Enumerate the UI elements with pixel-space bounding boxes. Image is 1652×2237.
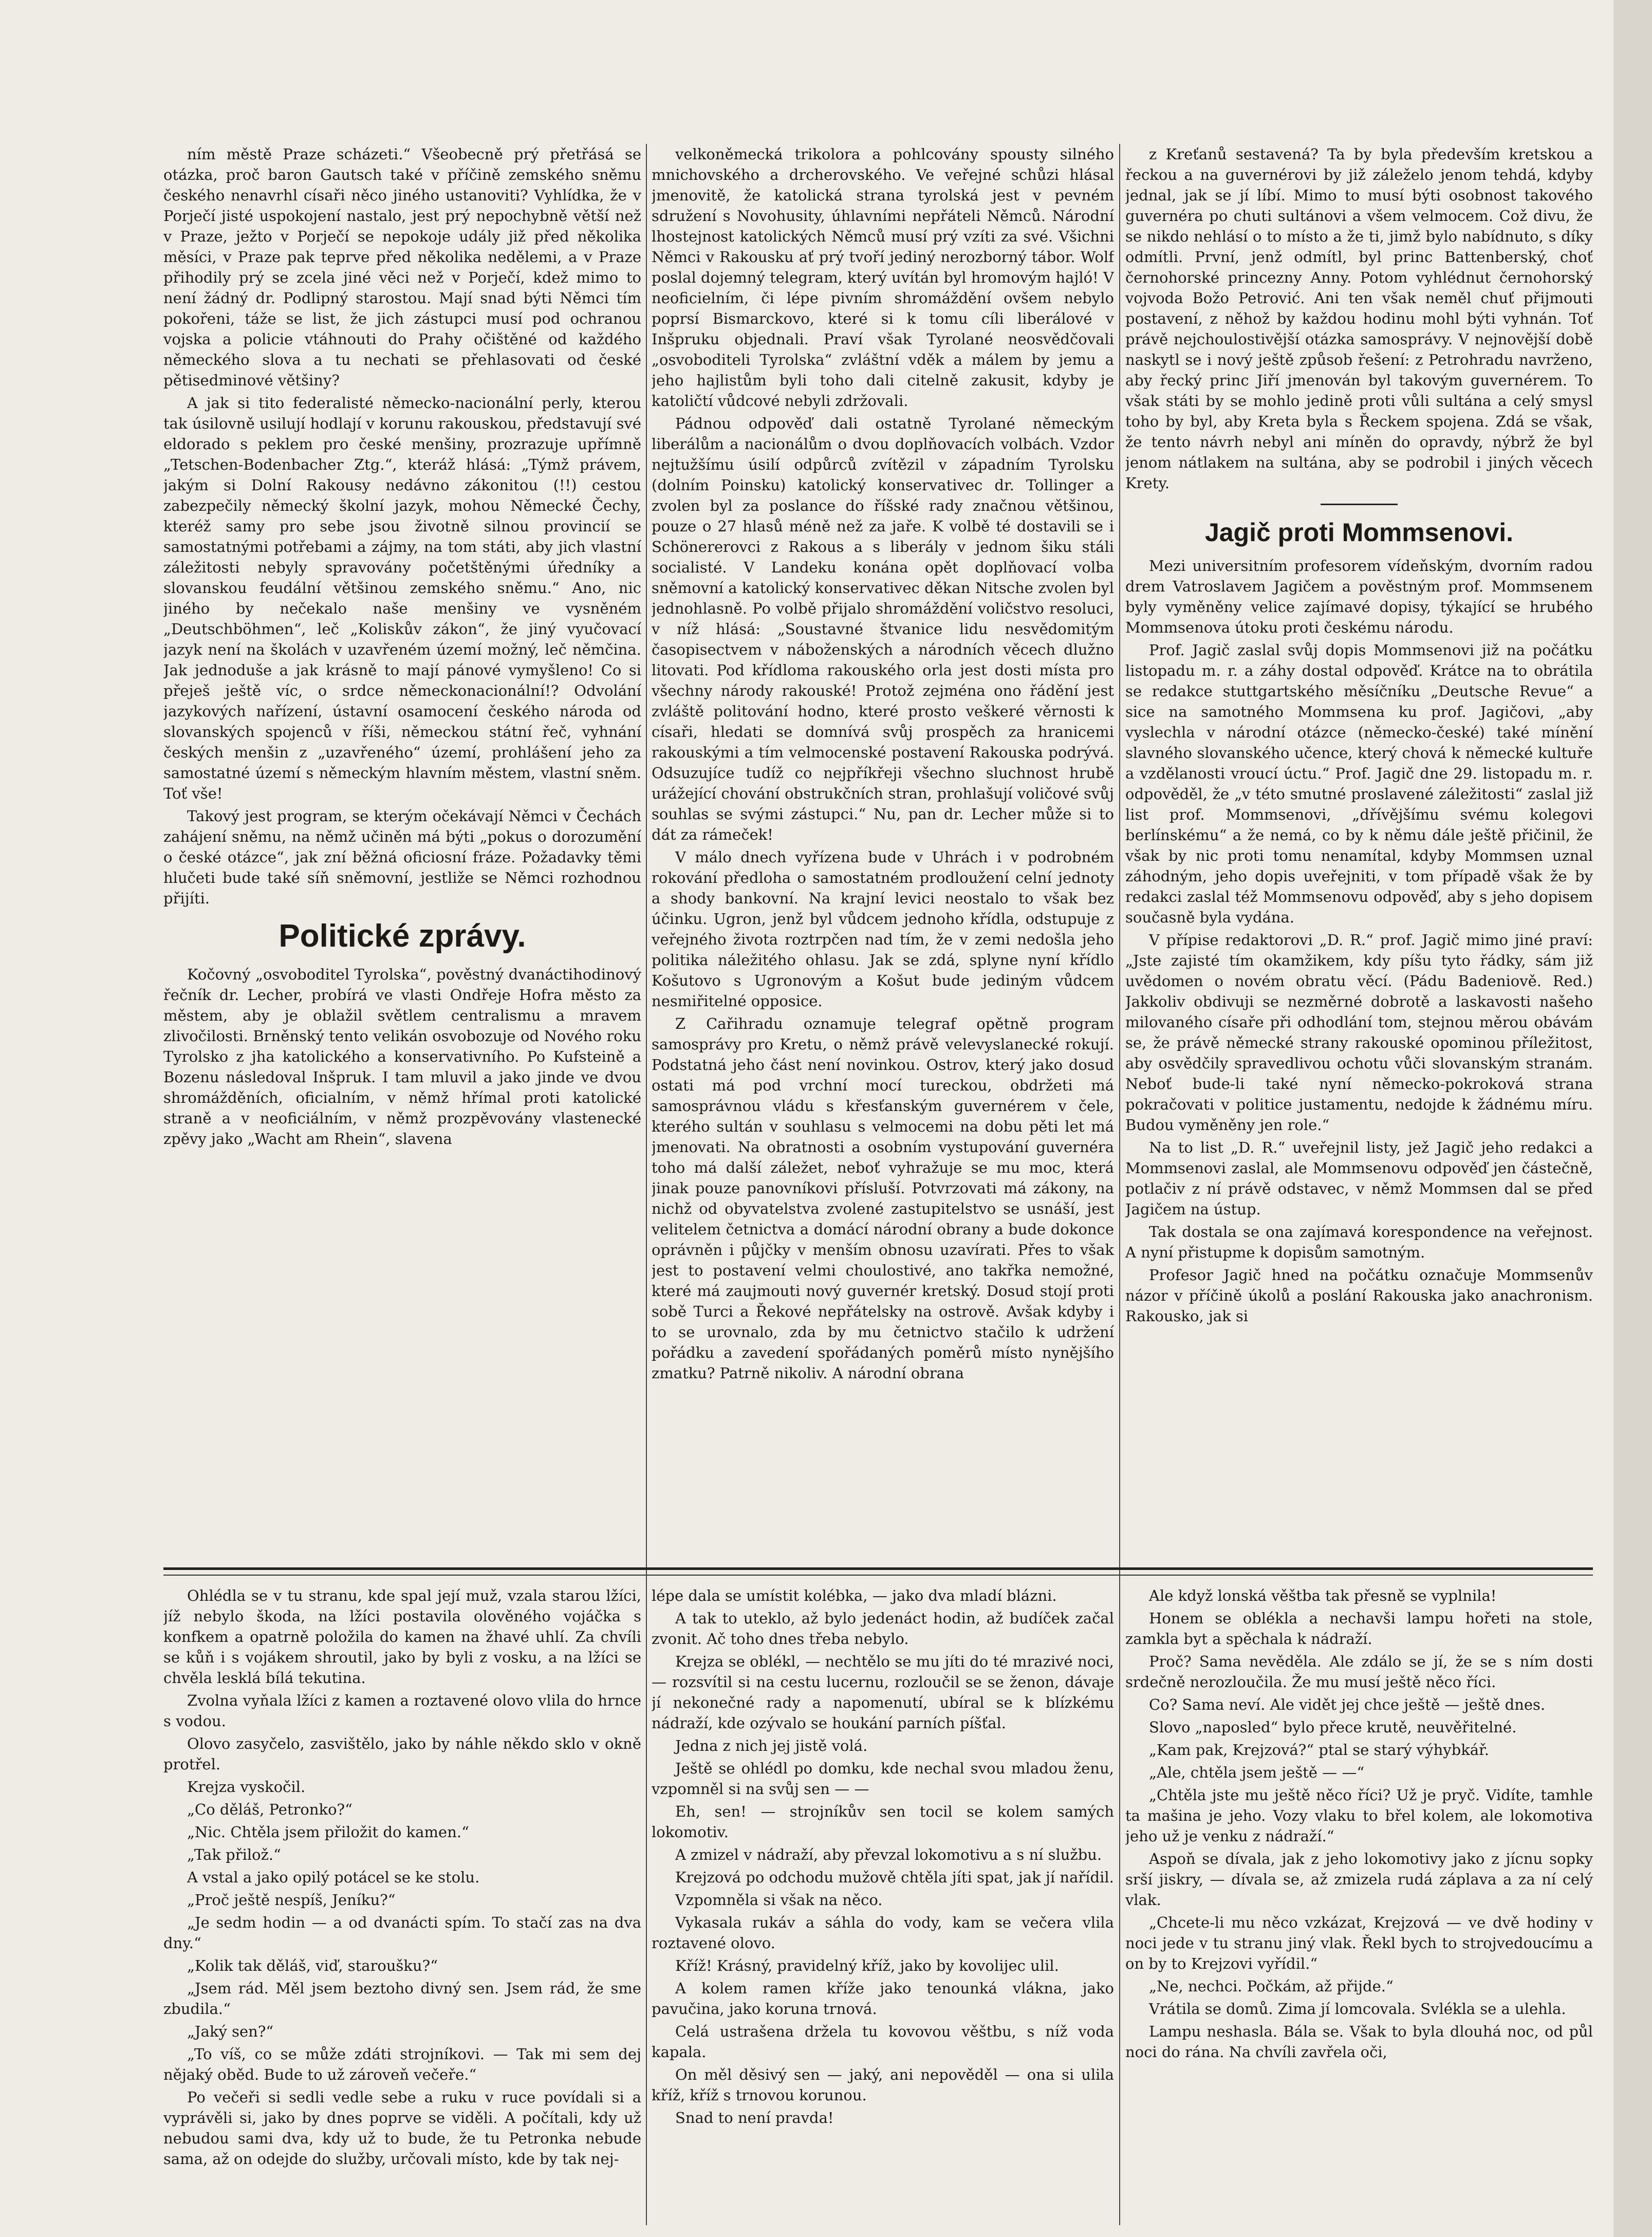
paragraph: On měl děsivý sen — jaký, ani nepověděl — ona si ulila kříž, kříž s trnovou korunou. — [652, 2066, 1114, 2104]
paragraph: „To víš, co se může zdáti strojníkovi. — Tak mi sem dej nějaký oběd. Bude to už zároveň večeře.“ — [163, 2045, 641, 2083]
column-2 — [652, 144, 1114, 1552]
paragraph: Po večeři si sedli vedle sebe a ruku v ruce povídali si a vyprávěli si, jako by dnes poprve se viděli. A počítali, kdy už nebudou sami dva, kdy už to bude, že tu Petronka nebude sama, až on odejde do služby, určovali místo, kde by tak nej- — [163, 2088, 641, 2168]
separator — [1321, 504, 1398, 505]
feuilleton-column-2 — [652, 1585, 1114, 2233]
paragraph: Aspoň se dívala, jak z jeho lokomotivy jako z jícnu sopky srší jiskry, — dívala se, až zmizela rudá záplava a za ní celý vlak. — [1125, 1850, 1593, 1909]
feuilleton-rule — [163, 1567, 1593, 1570]
paragraph: Pádnou odpověď dali ostatně Tyrolané německým liberálům a nacionálům o dvou doplňovacích volbách. Vzdor nejtužšímu úsilí odpůrců zvítězil v západním Tyrolsku (dolním Poinsku) katolický konservativec dr. Tollinger a zvolen byl za poslance do říšské rady značnou většinou, pouze o 27 hlasů méně než za jaře. K volbě té dostavili se i Schönererovci z Rakous a s liberály v jednom šiku stáli socialisté. V Landeku konána opět doplňovací volba sněmovní a katolický konservativec děkan Nitsche zvolen byl jednohlasně. Po volbě přijalo shromáždění voličstvo resoluci, v níž hlásá: „Soustavné štvanice lidu nesvědomitým časopisectvem v náboženských a národních věcech dlužno litovati. Pod křídloma rakouského orla jest dosti místa pro všechny národy rakouské! Protož zejména ono řádění jest zvláště politování hodno, které prosto veškeré věrnosti k císaři, hledati se domnívá svůj prospěch za hranicemi rakouskými a tím velmocenské postavení Rakouska podrývá. Odsuzujíce tudíž co nejpříkřeji všechno sluchnost hrubě urážející chování obstrukčních stran, prohlašují voličové svůj souhlas se svými zástupci.“ Nu, pan dr. Lecher může si to dát za rámeček! — [652, 415, 1114, 843]
column-1 — [163, 144, 641, 1552]
paragraph: A tak to uteklo, až bylo jedenáct hodin, až budíček začal zvonit. Ač toho dnes třeba nebylo. — [652, 1610, 1114, 1648]
paragraph: „Je sedm hodin — a od dvanácti spím. To stačí zas na dva dny.“ — [163, 1914, 641, 1952]
paragraph: Lampu neshasla. Bála se. Však to byla dlouhá noc, od půl noci do rána. Na chvíli zavřela oči, — [1125, 2023, 1593, 2061]
paragraph: A jak si tito federalisté německo-nacionální perly, kterou tak úsilovně usilují hodlají v korunu rakouskou, představují své eldorado s peklem pro české menšiny, prozrazuje upřímně „Tetschen-Bodenbacher Ztg.“, kteráž hlásá: „Týmž právem, jakým si Dolní Rakousy nedávno zákonitou (!!) cestou zabezpečily německý školní jazyk, mohou Německé Čechy, kteréž samy pro sebe jsou životně silnou provincií se samostatnými potřebami a zájmy, na tom státi, aby jich vlastní záležitosti nebyly spravovány početštěnými úředníky a slovanskou feudální většinou zemského sněmu.“ Ano, nic jiného by nečekalo naše menšiny ve vysněném „Deutschböhmen“, leč „Koliskův zákon“, že jiný vyučovací jazyk není na školách v uzavřeném území možný, leč němčina. Jak jednoduše a jak krásně to mají pánové vymyšleno! Co si přeješ ještě víc, o srdce německonacionální!? Odvolání jazykových nařízení, ústavní osamocení českého národa od slovanských spojenců v říši, německou státní řeč, vyhnání českých menšin z „uzavřeného“ území, prohlášení jeho za samostatné území s německým hlavním městem, vlastní sněm. Toť vše! — [163, 394, 641, 802]
paragraph: ním městě Praze scházeti.“ Všeobecně prý přetřásá se otázka, proč baron Gautsch také v příčině zemského sněmu českého nenavrhl císaři něco jiného ustanoviti? Vyhlídka, že v Porječí jisté uspokojení nastalo, jest prý nepochybně větší než v Praze, ježto v Porječí se nepokoje udály již před několika měsíci, v Praze pak teprve před několika nedělemi, a v Praze přihodily prý se zcela jiné věci než v Porječí, kdež mimo to není žádný dr. Podlipný starostou. Mají snad býti Němci tím pokořeni, táže se list, že jich zástupci musí pod ochranou vojska a policie vtáhnouti do Prahy očištěné od každého německého slova a tu nechati se přehlasovati od české pětisedminové většiny? — [163, 145, 641, 389]
paragraph: „Proč ještě nespíš, Jeníku?“ — [187, 1891, 396, 1909]
article-heading: Jagič proti Mommsenovi. — [1204, 518, 1514, 547]
paragraph: Kříž! Krásný, pravidelný kříž, jako by kovolijec ulil. — [675, 1957, 1059, 1974]
page-edge — [1613, 0, 1652, 2237]
feuilleton-rule-thin — [163, 1575, 1593, 1576]
paragraph: Na to list „D. R.“ uveřejnil listy, jež Jagič jeho redakci a Mommsenovi zaslal, ale Mommsenovu odpověď jen částečně, potlačiv z ní právě odstavec, v němž Mommsen dal se před Jagičem na ústup. — [1125, 1139, 1593, 1218]
paragraph: Krejza vyskočil. — [187, 1778, 306, 1796]
paragraph: Celá ustrašena držela tu kovovou věštbu, s níž voda kapala. — [652, 2023, 1114, 2061]
paragraph: Proč? Sama nevěděla. Ale zdálo se jí, že se s ním dosti srdečně nerozloučila. Že mu musí ještě něco říci. — [1125, 1653, 1593, 1691]
paragraph: Kočovný „osvoboditel Tyrolska“, pověstný dvanáctihodinový řečník dr. Lecher, probírá ve vlasti Ondřeje Hofra město za městem, aby je oblažil světlem centralismu a mravem zlivočilosti. Brněnský tento velikán osvobozuje od Nového roku Tyrolsko z jha katolického a konservativního. Po Kufsteině a Bozenu následoval Inšpruk. I tam mluvil a jako jinde ve dvou shromážděních, oficialním, v němž hřímal proti katolické straně a v neoficiálním, v němž prozpěvovány vlastenecké zpěvy jako „Wacht am Rhein“, slavena — [163, 966, 641, 1148]
paragraph: Ohlédla se v tu stranu, kde spal její muž, vzala starou lžíci, jíž nebylo škoda, na lžíci postavila olověného vojáčka s konfkem a opatrně položila do kamen na žhavé uhlí. Za chvíli se kůň i s vojákem shroutil, jako by byli z vosku, a na lžíci se chvěla lesklá bílá tekutina. — [163, 1587, 641, 1687]
paragraph: lépe dala se umístit kolébka, — jako dva mladí blázni. — [652, 1587, 1057, 1604]
paragraph: Ale když lonská věštba tak přesně se vyplnila! — [1149, 1587, 1497, 1604]
paragraph: Co? Sama neví. Ale vidět jej chce ještě — ještě dnes. — [1149, 1696, 1546, 1713]
paragraph: Snad to není pravda! — [675, 2109, 834, 2127]
column-rule — [646, 144, 647, 2225]
paragraph: Profesor Jagič hned na počátku označuje Mommsenův názor v příčině úkolů a poslání Rakouska jako anachronism. Rakousko, jak si — [1125, 1266, 1593, 1325]
column-3 — [1125, 144, 1593, 1552]
paragraph: Krejzová po odchodu mužově chtěla jíti spat, jak jí nařídil. — [675, 1869, 1114, 1886]
paragraph: „Nic. Chtěla jsem přiložit do kamen.“ — [187, 1823, 469, 1841]
paragraph: Vykasala rukáv a sáhla do vody, kam se večera vlila roztavené olovo. — [652, 1914, 1114, 1952]
paragraph: „Co děláš, Petronko?“ — [187, 1801, 352, 1818]
paragraph: A zmizel v nádraží, aby převzal lokomotivu a s ní službu. — [675, 1846, 1102, 1863]
paragraph: Mezi universitním profesorem vídeňským, dvorním radou drem Vatroslavem Jagičem a pověstným prof. Mommsenem byly vyměněny velice zajímavé dopisy, týkající se hrubého Mommsenova útoku proti českému národu. — [1125, 557, 1593, 636]
paragraph: „Kam pak, Krejzová?“ ptal se starý výhybkář. — [1149, 1741, 1489, 1759]
paragraph: Prof. Jagič zaslal svůj dopis Mommsenovi již na počátku listopadu m. r. a záhy dostal odpověď. Krátce na to obrátila se redakce stuttgartského měsíčníku „Deutsche Revue“ a sice na samotného Mommsena ku prof. Jagičovi, „aby vyslechla v národní otázce (německo-české) také mínění slavného slovanského učence, který chová k německé kultuře a vzdělanosti vroucí úctu.“ Prof. Jagič dne 29. listopadu m. r. odpověděl, že „v této smutné proslavené záležitosti“ zaslal již list prof. Mommsenovi, „dřívějšímu svému kolegovi berlínskému“ a že nemá, co by k němu dále ještě přičinil, že však by nic proti tomu nenamítal, kdyby Mommsen uznal záhodným, jeho dopis uveřejniti, v tom případě však že by redakci zaslal též Mommsenovu odpověď, aby s jeho dopisem současně byla vydána. — [1125, 641, 1593, 926]
paragraph: Eh, sen! — strojníkův sen tocil se kolem samých lokomotiv. — [652, 1803, 1114, 1841]
paragraph: Takový jest program, se kterým očekávají Němci v Čechách zahájení sněmu, na němž učiněn má býti „pokus o dorozumění o české otázce“, jak zní běžná oficiosní fráze. Požadavky těmi hlučeti bude také síň sněmovní, jestliže se Němci rozhodnou přijíti. — [163, 807, 641, 907]
paragraph: „Chtěla jste mu ještě něco říci? Už je pryč. Vidíte, tamhle ta mašina je jeho. Vozy vlaku to břel kolem, ale lokomotiva jeho už je venku z nádraží.“ — [1125, 1786, 1593, 1845]
paragraph: z Kreťanů sestavená? Ta by byla především kretskou a řeckou a na guvernérovi by již záleželo jenom tehdá, kdyby jednal, jak se jí líbí. Mimo to musí býti osobnost takového guvernéra po chuti sultánovi a všem velmocem. Což divu, že se nikdo nehlásí o to místo a že ti, jimž bylo nabídnuto, s díky odmítli. První, jenž odmítl, byl princ Battenberský, choť černohorské princezny Anny. Potom vyhlédnut černohorský vojvoda Božo Petrović. Ani ten však neměl chuť přijmouti postavení, z něhož by každou hodinu mohl býti vyhnán. Toť právě nejchoulostivější otázka samosprávy. V nejnovější době naskytl se i nový ještě způsob řešení: z Petrohradu navrženo, aby řecký princ Jiří jmenován byl takovým guvernérem. To však státi by se mohlo jedině proti vůli sultána a celý smysl toho by byl, aby Kreta byla s Řeckem spojena. Zdá se však, že tento návrh nebyl ani míněn do opravdy, nýbrž že byl jenom nátlakem na sultána, aby se podrobil i jiných věcech Krety. — [1125, 145, 1593, 492]
paragraph: Ještě se ohlédl po domku, kde nechal svou mladou ženu, vzpomněl si na svůj sen — — — [652, 1760, 1114, 1798]
paragraph: Tak dostala se ona zajímavá korespondence na veřejnost. A nyní přistupme k dopisům samotným. — [1125, 1223, 1593, 1261]
paragraph: „Kolik tak děláš, viď, staroušku?“ — [187, 1957, 438, 1974]
paragraph: A kolem ramen kříže jako tenounká vlákna, jako pavučina, jako koruna trnová. — [652, 1980, 1114, 2018]
column-rule — [1119, 144, 1120, 2225]
paragraph: Slovo „naposled“ bylo přece krutě, neuvěřitelné. — [1149, 1718, 1517, 1736]
paragraph: „Tak přilož.“ — [187, 1846, 281, 1863]
feuilleton-column-3 — [1125, 1585, 1593, 2233]
paragraph: „Jsem rád. Měl jsem beztoho divný sen. Jsem rád, že sme zbudila.“ — [163, 1980, 641, 2018]
paragraph: Z Cařihradu oznamuje telegraf opětně program samosprávy pro Kretu, o němž právě velevyslanecké rokují. Podstatná jeho část není novinkou. Ostrov, který jako dosud ostati má pod vrchní mocí tureckou, obdržeti má samosprávnou vládu s křesťanským guvernérem v čele, kterého sultán v souhlasu s velmocemi na dobu pěti let má jmenovati. Na obratnosti a osobním vystupování guvernéra toho má další záležet, neboť vyhražuje se mu moc, která jinak pouze panovníkovi přísluší. Potvrzovati má zákony, na nichž od obyvatelstva zvolené zastupitelstvo se usnáší, jest velitelem četnictva a domácí národní obrany a bude dokonce oprávněn i půjčky v menším obnosu uzavírati. Přes to však jest to postavení velmi choulostivé, ano takřka nemožné, které má zaujmouti nový guvernér kretský. Dosud stojí proti sobě Turci a Řekové nepřátelsky na ostrově. Avšak kdyby i to se urovnalo, zda by mu četnictvo stačilo k udržení pořádku a zavedení spořádaných poměrů místo nynějšího zmatku? Patrně nikoliv. A národní obrana — [652, 1015, 1114, 1382]
paragraph: V málo dnech vyřízena bude v Uhrách i v podrobném rokování předloha o samostatném prodloužení celní jednoty a shody bankovní. Na krajní levici neostalo to však bez účinku. Ugron, jenž byl vůdcem jednoho křídla, odstupuje z veřejného života roztrpčen nad tím, že v zemi nedošla jeho politika náležitého ohlasu. Jak se zdá, splyne nyní křídlo Košutovo s Ugronovým a Košut bude jediným vůdcem nesmiřitelné opposice. — [652, 848, 1114, 1010]
paragraph: „Jaký sen?“ — [187, 2023, 274, 2040]
paragraph: „Ale, chtěla jsem ještě — —“ — [1149, 1764, 1365, 1781]
paragraph: Honem se oblékla a nechavši lampu hořeti na stole, zamkla byt a spěchala k nádraží. — [1125, 1610, 1593, 1648]
paragraph: velkoněmecká trikolora a pohlcovány spousty silného mnichovského a drcherovského. Ve veřejné schůzi hlásal jmenovitě, že katolická strana tyrolská jest v pevném sdružení s Novohusity, úhlavními nepřáteli Němců. Národní lhostejnost katolických Němců musí prý vzíti za své. Všichni Němci v Rakousku ať prý tvoří jediný nerozborný tábor. Wolf poslal dojemný telegram, který uvítán byl hromovým hajló! V neoficielním, či lépe pivním shromáždění ovšem nebylo poprsí Bismarckovo, které si k tomu cíli liberálové v Inšpruku objednali. Praví však Tyrolané neosvědčovali „osvoboditeli Tyrolska“ zvláštní vděk a málem by jemu a jeho hajlistům byli toho dali citelně zakusit, kdyby je katoličtí vůdcové nebyli zdržovali. — [652, 145, 1114, 410]
paragraph: Vrátila se domů. Zima jí lomcovala. Svlékla se a ulehla. — [1149, 2000, 1566, 2018]
paragraph: Jedna z nich jej jistě volá. — [675, 1737, 868, 1754]
paragraph: Krejza se oblékl, — nechtělo se mu jíti do té mrazivé noci, — rozsvítil si na cestu lucernu, rozloučil se se ženon, dávaje jí nekonečné rady a napomenutí, ubíral se k blízkému nádraží, kde ozývalo se houkání parních píšťal. — [652, 1653, 1114, 1732]
paragraph: „Chcete-li mu něco vzkázat, Krejzová — ve dvě hodiny v noci jede v tu stranu jiný vlak. Řekl bych to strojvedoucímu a on by to Krejzovi vyřídil.“ — [1125, 1914, 1593, 1972]
paragraph: V přípise redaktorovi „D. R.“ prof. Jagič mimo jiné praví: „Jste zajisté tím okamžikem, kdy píšu tyto řádky, sám již uvědomen o novém obratu věcí. (Pádu Badeniově. Red.) Jakkoliv obdivuji se nezměrné dobrotě a laskavosti našeho milovaného císaře při odhodlání tom, stejnou měrou obávám se, že právě německé strany rakouské opominou příležitost, aby osvědčily spravedlivou ochotu vůči slovanským stranám. Neboť bude-li také nyní německo-pokroková strana pokračovati v politice justamentu, nedojde k žádnému míru. Budou vyměněny jen role.“ — [1125, 931, 1593, 1134]
paragraph: „Ne, nechci. Počkám, až přijde.“ — [1149, 1977, 1394, 1995]
paragraph: Vzpomněla si však na něco. — [675, 1891, 883, 1909]
paragraph: A vstal a jako opilý potácel se ke stolu. — [187, 1869, 480, 1886]
section-title: Politické zprávy. — [279, 918, 526, 954]
paragraph: Olovo zasyčelo, zasvištělo, jako by náhle někdo sklo v okně protřel. — [163, 1735, 641, 1773]
paragraph: Zvolna vyňala lžíci z kamen a roztavené olovo vlila do hrnce s vodou. — [163, 1692, 641, 1730]
feuilleton-column-1 — [163, 1585, 641, 2233]
